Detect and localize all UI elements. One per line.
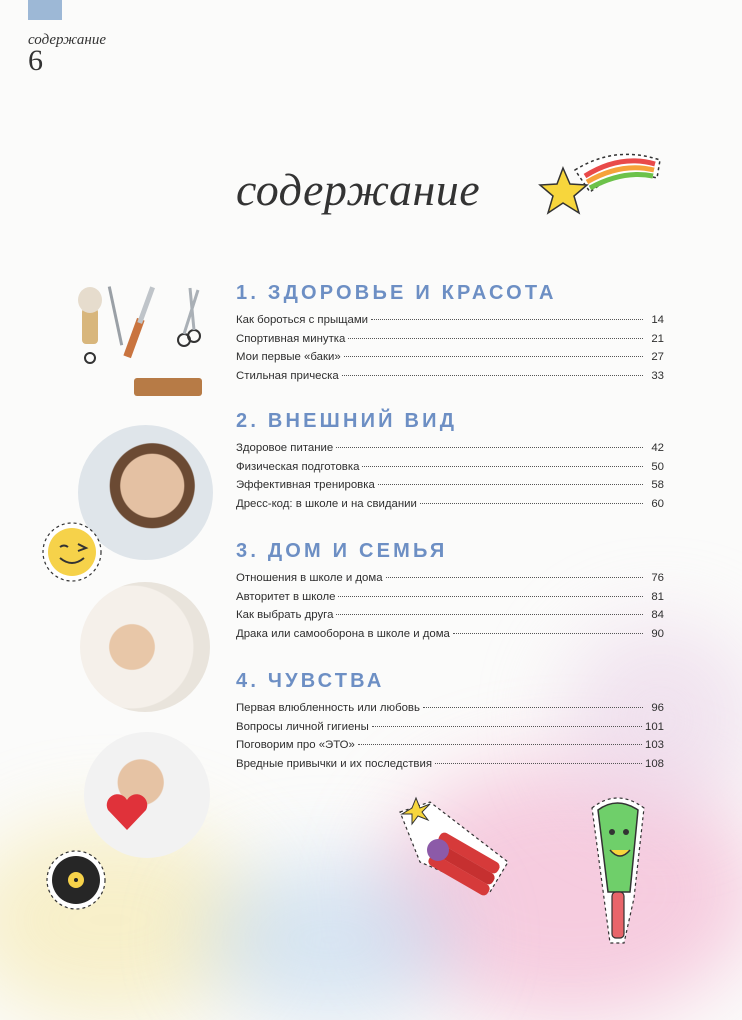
toc-section-3: [236, 540, 664, 643]
toc-section-2: [236, 410, 664, 513]
toc-entry[interactable]: Поговорим про «ЭТО» 103: [236, 739, 664, 752]
toc-section-4: [236, 670, 664, 773]
toc-entry[interactable]: Драка или самооборона в школе и дома 90: [236, 627, 664, 640]
section-heading: 4. ЧУВСТВА: [236, 670, 385, 692]
toc-entry[interactable]: Здоровое питание 42: [236, 442, 664, 454]
family-photo: [80, 582, 210, 712]
toc-entry[interactable]: Спортивная минутка 21: [236, 332, 664, 345]
wink-smiley-sticker-icon: [40, 520, 104, 584]
toc-entry[interactable]: Физическая подготовка 50: [236, 460, 664, 473]
grooming-tools-photo: [72, 278, 212, 406]
dynamite-sticker-icon: [390, 792, 520, 902]
running-head: содержание: [28, 32, 106, 48]
section-heading: 2. ВНЕШНИЙ ВИД: [236, 410, 458, 432]
corner-tab: [28, 0, 62, 20]
vinyl-record-sticker-icon: [44, 848, 108, 912]
toc-entry[interactable]: Первая влюбленность или любовь 96: [236, 702, 664, 714]
toc-entry[interactable]: Эффективная тренировка 58: [236, 479, 664, 492]
toc-entry[interactable]: Авторитет в школе 81: [236, 590, 664, 603]
toc-entry[interactable]: Дресс-код: в школе и на свидании 60: [236, 497, 664, 510]
toc-entry[interactable]: Вопросы личной гигиены 101: [236, 720, 664, 733]
toc-entry[interactable]: Отношения в школе и дома 76: [236, 572, 664, 584]
toc-entry[interactable]: Вредные привычки и их последствия 108: [236, 757, 664, 770]
section-heading: 3. ДОМ И СЕМЬЯ: [236, 540, 448, 562]
toc-entry[interactable]: Мои первые «баки» 27: [236, 351, 664, 364]
toc-entry[interactable]: Как выбрать друга 84: [236, 609, 664, 622]
page-number: 6: [28, 44, 43, 77]
popsicle-sticker-icon: [572, 788, 662, 948]
toc-entry[interactable]: Стильная прическа 33: [236, 369, 664, 382]
page-title: содержание: [236, 164, 481, 215]
section-heading: 1. ЗДОРОВЬЕ И КРАСОТА: [236, 282, 557, 304]
toc-section-1: [236, 282, 664, 385]
shooting-star-sticker-icon: [535, 140, 665, 230]
heart-icon: [104, 792, 150, 832]
toc-entry[interactable]: Как бороться с прыщами 14: [236, 314, 664, 326]
